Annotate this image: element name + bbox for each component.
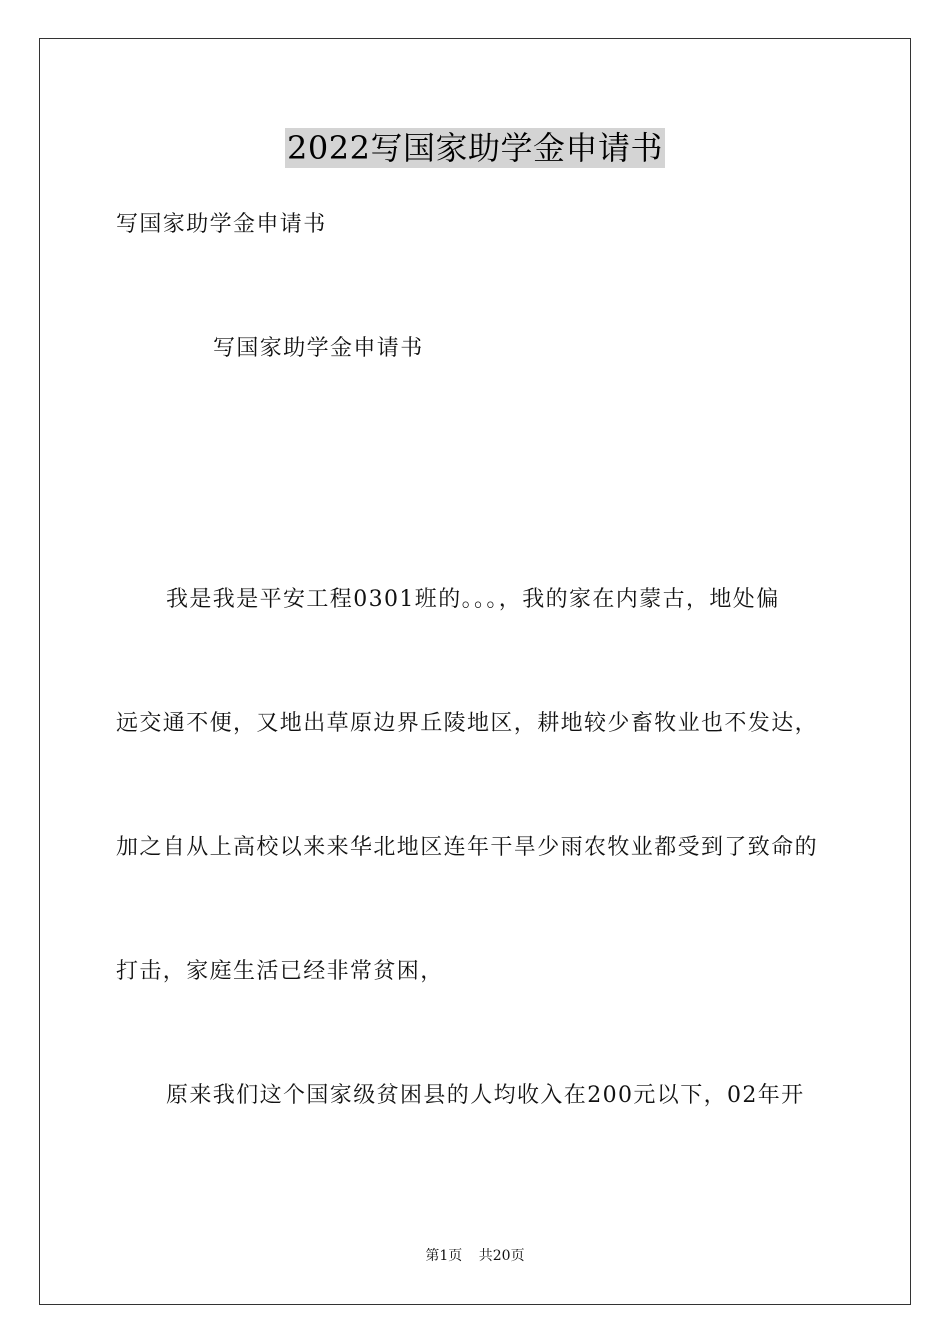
body-line-5: 原来我们这个国家级贫困县的人均收入在200元以下，02年开 (166, 1083, 805, 1108)
page-number-total: 共20页 (478, 1248, 525, 1264)
title-container (0, 128, 950, 168)
document-subtitle-repeat: 写国家助学金申请书 (213, 336, 424, 361)
body-line-2: 远交通不便，又地出草原边界丘陵地区，耕地较少畜牧业也不发达， (116, 711, 819, 736)
page-footer (0, 1246, 950, 1266)
document-title: 2022写国家助学金申请书 (287, 129, 663, 167)
page-number-current: 第1页 (425, 1248, 463, 1264)
body-line-1: 我是我是平安工程0301班的。。。，我的家在内蒙古，地处偏 (166, 587, 780, 612)
body-line-4: 打击，家庭生活已经非常贫困， (116, 959, 444, 984)
body-line-3: 加之自从上高校以来来华北地区连年干旱少雨农牧业都受到了致命的 (116, 835, 819, 860)
document-subtitle: 写国家助学金申请书 (116, 212, 327, 237)
